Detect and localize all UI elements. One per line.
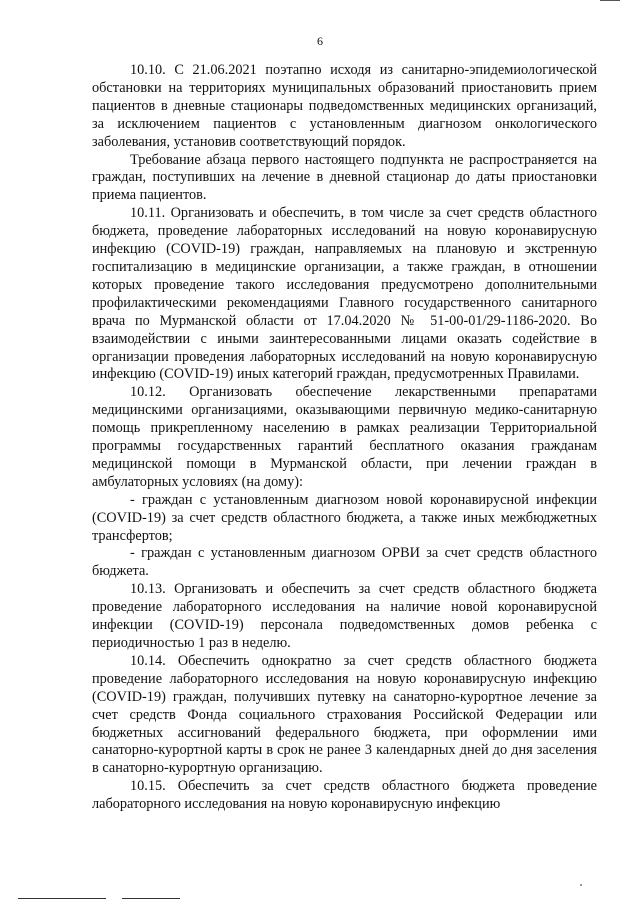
paragraph-10-15: 10.15. Обеспечить за счет средств областного бюджета проведение лабораторного исследования на новую коронавирусную инфекцию xyxy=(92,778,597,813)
paragraph-10-13: 10.13. Организовать и обеспечить за счет средств областного бюджета проведение лабораторного исследования на наличие новой коронавирусной инфекции (COVID-19) персонала подведомственных домов ребенка с периодичностью 1 раз в неделю. xyxy=(92,581,597,651)
list-item-covid: - граждан с установленным диагнозом новой коронавирусной инфекции (COVID-19) за счет средств областного бюджета, а также иных межбюджетных трансфертов; xyxy=(92,491,597,544)
paragraph-10-11: 10.11. Организовать и обеспечить, в том числе за счет средств областного бюджета, проведение лабораторных исследований на новую коронавирусную инфекцию (COVID-19) граждан, направляемых на плановую и экстренную госпитализацию в медицинские организации, а также граждан, в отношении которых проведение такого исследования предусмотрено дополнительными профилактическими рекомендациями Главного государственного санитарного врача по Мурманской области от 17.04.2020 № 51-00-01/29-1186-2020. Во взаимодействии с иными заинтересованными лицами оказать содействие в организации проведения лабораторных исследований на новую коронавирусную инфекцию (COVID-19) иных категорий граждан, предусмотренных Правилами. xyxy=(92,205,597,383)
paragraph-10-10-note: Требование абзаца первого настоящего подпункта не распространяется на граждан, поступивших на лечение в дневной стационар до даты приостановки приема пациентов. xyxy=(92,151,597,204)
paragraph-10-14: 10.14. Обеспечить однократно за счет средств областного бюджета проведение лабораторного исследования на новую коронавирусную инфекцию (COVID-19) граждан, получивших путевку на санаторно-курортное лечение за счет средств Фонда социального страхования Российской Федерации или бюджетных ассигнований федерального бюджета, при оформлении ими санаторно-курортной карты в срок не ранее 3 календарных дней до дня заселения в санаторно-курортную организацию. xyxy=(92,652,597,777)
page-number: 6 xyxy=(317,34,323,48)
scan-corner-mark xyxy=(600,0,620,5)
list-item-orvi: - граждан с установленным диагнозом ОРВИ за счет средств областного бюджета. xyxy=(92,545,597,580)
footer-rule-left xyxy=(18,898,106,899)
paragraph-10-10: 10.10. С 21.06.2021 поэтапно исходя из санитарно-эпидемиологической обстановки на территориях муниципальных образований приостановить прием пациентов в дневные стационары подведомственных медицинских организаций, за исключением пациентов с установленным диагнозом онкологического заболевания, установив соответствующий порядок. xyxy=(92,62,597,150)
scan-speck xyxy=(580,884,582,886)
footer-rule-middle xyxy=(122,898,180,899)
document-body xyxy=(92,62,597,814)
paragraph-10-12: 10.12. Организовать обеспечение лекарственными препаратами медицинскими организациями, оказывающими первичную медико-санитарную помощь прикрепленному населению в рамках реализации Территориальной программы государственных гарантий бесплатного оказания гражданам медицинской помощи в Мурманской области, при лечении граждан в амбулаторных условиях (на дому): xyxy=(92,384,597,490)
